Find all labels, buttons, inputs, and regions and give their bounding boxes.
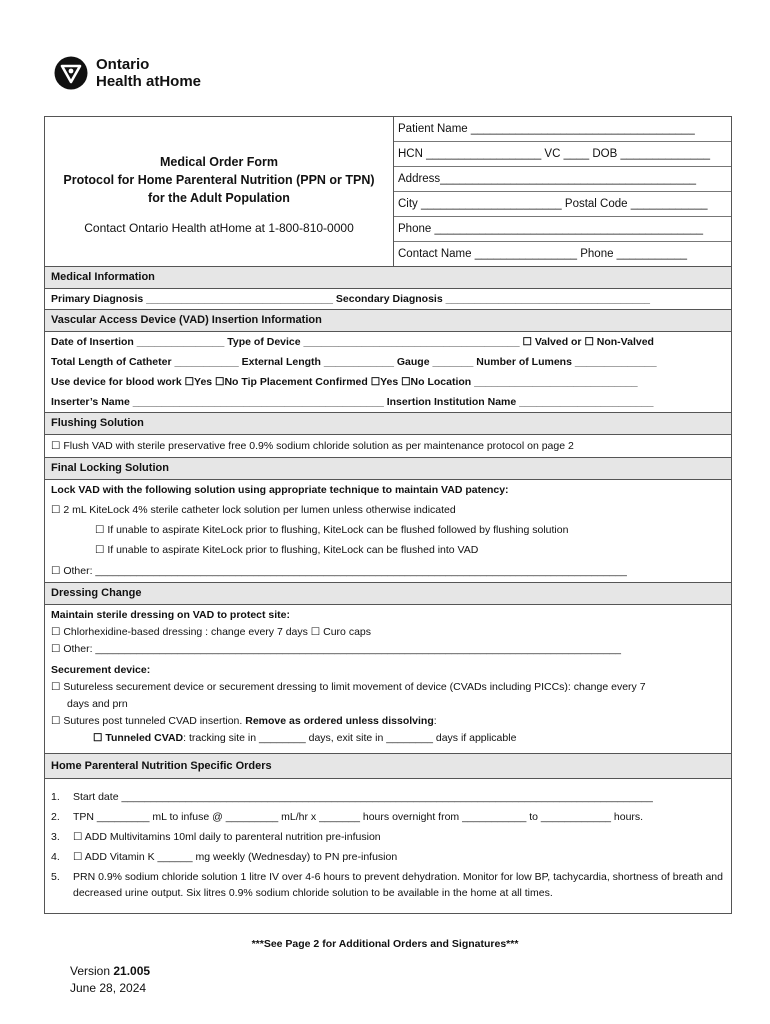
item-text: PRN 0.9% sodium chloride solution 1 litre IV over 4-6 hours to prevent dehydration. Monitor for low BP, tachycardia, shortness of breath and decreased urine output. Six litres 0.9% sodium chloride solution to be available in the home at all times. (73, 871, 723, 899)
sutures-checkbox[interactable] (45, 713, 731, 730)
version-date: June 28, 2024 (70, 981, 147, 995)
address-field[interactable]: Address________________________________________ (394, 167, 731, 192)
logo-line2: Health atHome (96, 73, 202, 90)
sutures-text: ☐ Sutures post tunneled CVAD insertion. (51, 715, 246, 727)
section-flushing: Flushing Solution (45, 412, 731, 435)
medical-order-form (44, 116, 732, 914)
sutures-colon: : (433, 715, 437, 727)
tunneled-cvad-label: ☐ Tunneled CVAD (93, 732, 184, 744)
vad-row-4[interactable]: Inserter’s Name ___________________________________________ Insertion Institution Name _______________________ (51, 396, 654, 408)
city-field[interactable]: City ______________________ Postal Code ____________ (394, 192, 731, 217)
hpn-item-4[interactable] (45, 847, 731, 867)
item-number: 4. (51, 851, 60, 863)
ontario-trillium-icon (54, 56, 88, 90)
logo-line1: Ontario (96, 56, 150, 73)
securement-heading: Securement device: (51, 664, 151, 676)
hcn-field[interactable]: HCN __________________ VC ____ DOB ______________ (394, 142, 731, 167)
patient-name-field[interactable]: Patient Name ___________________________________ (394, 117, 731, 142)
kitelock-option-2[interactable]: ☐ If unable to aspirate KiteLock prior to flushing, KiteLock can be flushed into VAD (95, 544, 479, 556)
item-number: 5. (51, 871, 60, 883)
vad-row-3[interactable]: Use device for blood work ☐Yes ☐No Tip Placement Confirmed ☐Yes ☐No Location ____________________________ (51, 376, 638, 388)
section-dressing: Dressing Change (45, 582, 731, 605)
diagnosis-row[interactable]: Primary Diagnosis ________________________________ Secondary Diagnosis ___________________________________ (51, 293, 650, 305)
version-block (70, 963, 150, 997)
hpn-item-5[interactable] (45, 867, 731, 903)
vad-row-1[interactable]: Date of Insertion _______________ Type of Device _____________________________________ ☐ Valved or ☐ Non-Valved (51, 336, 654, 348)
dressing-instruction: Maintain sterile dressing on VAD to protect site: (51, 609, 291, 621)
form-title-block (45, 117, 394, 266)
item-text: Start date ___________________________________________________________________________________________ (73, 791, 653, 803)
item-text: ☐ ADD Vitamin K ______ mg weekly (Wednesday) to PN pre-infusion (73, 851, 398, 863)
version-number: 21.005 (113, 964, 151, 978)
item-number: 3. (51, 831, 60, 843)
chlorhexidine-checkbox[interactable]: ☐ Chlorhexidine-based dressing : change every 7 days ☐ Curo caps (51, 626, 371, 638)
section-medical-information: Medical Information (45, 267, 731, 289)
lock-instruction: Lock VAD with the following solution using appropriate technique to maintain VAD patency: (51, 484, 509, 496)
section-locking: Final Locking Solution (45, 457, 731, 480)
dressing-other-checkbox[interactable]: ☐ Other: __________________________________________________________________________________________ (51, 643, 621, 655)
sutures-remove-text: Remove as ordered unless dissolving (245, 715, 434, 727)
vad-row-2[interactable]: Total Length of Catheter ___________ External Length ____________ Gauge _______ Number of Lumens ______________ (51, 356, 657, 368)
contact-line: Contact Ontario Health atHome at 1-800-810-0000 (84, 221, 354, 235)
lock-other-checkbox[interactable]: ☐ Other: ___________________________________________________________________________________________ (51, 565, 627, 577)
version-label: Version (70, 964, 114, 978)
flush-checkbox[interactable]: ☐ Flush VAD with sterile preservative free 0.9% sodium chloride solution as per maintenance protocol on page 2 (51, 440, 574, 452)
kitelock-checkbox[interactable]: ☐ 2 mL KiteLock 4% sterile catheter lock solution per lumen unless otherwise indicated (51, 504, 456, 516)
item-number: 2. (51, 811, 60, 823)
hpn-item-2[interactable] (45, 807, 731, 827)
tunneled-cvad-text: : tracking site in ________ days, exit site in ________ days if applicable (183, 732, 517, 744)
phone-field[interactable]: Phone __________________________________________ (394, 217, 731, 242)
form-header (45, 117, 731, 267)
form-title: Medical Order Form (159, 155, 279, 169)
sutureless-continued: days and prn (67, 698, 128, 710)
section-hpn: Home Parenteral Nutrition Specific Orders (45, 753, 731, 779)
kitelock-option-1[interactable]: ☐ If unable to aspirate KiteLock prior to flushing, KiteLock can be flushed followed by flushing solution (95, 524, 569, 536)
item-text: TPN _________ mL to infuse @ _________ mL/hr x _______ hours overnight from ___________ to ____________ hours. (73, 811, 644, 823)
item-text: ☐ ADD Multivitamins 10ml daily to parenteral nutrition pre-infusion (73, 831, 381, 843)
logo (54, 56, 201, 90)
contact-name-field[interactable]: Contact Name ________________ Phone ___________ (398, 248, 688, 260)
patient-info-block (394, 117, 731, 266)
form-subtitle: Protocol for Home Parenteral Nutrition (PPN or TPN) (63, 173, 375, 187)
form-population: for the Adult Population (148, 191, 290, 205)
tunneled-cvad-checkbox[interactable] (45, 730, 731, 747)
item-number: 1. (51, 791, 60, 803)
hpn-item-3[interactable] (45, 827, 731, 847)
section-vad: Vascular Access Device (VAD) Insertion Information (45, 309, 731, 332)
hpn-item-1[interactable] (45, 787, 731, 807)
sutureless-checkbox[interactable]: ☐ Sutureless securement device or securement dressing to limit movement of device (CVADs including PICCs): change every 7 (51, 681, 646, 693)
see-page-2-note: ***See Page 2 for Additional Orders and Signatures*** (251, 938, 519, 950)
